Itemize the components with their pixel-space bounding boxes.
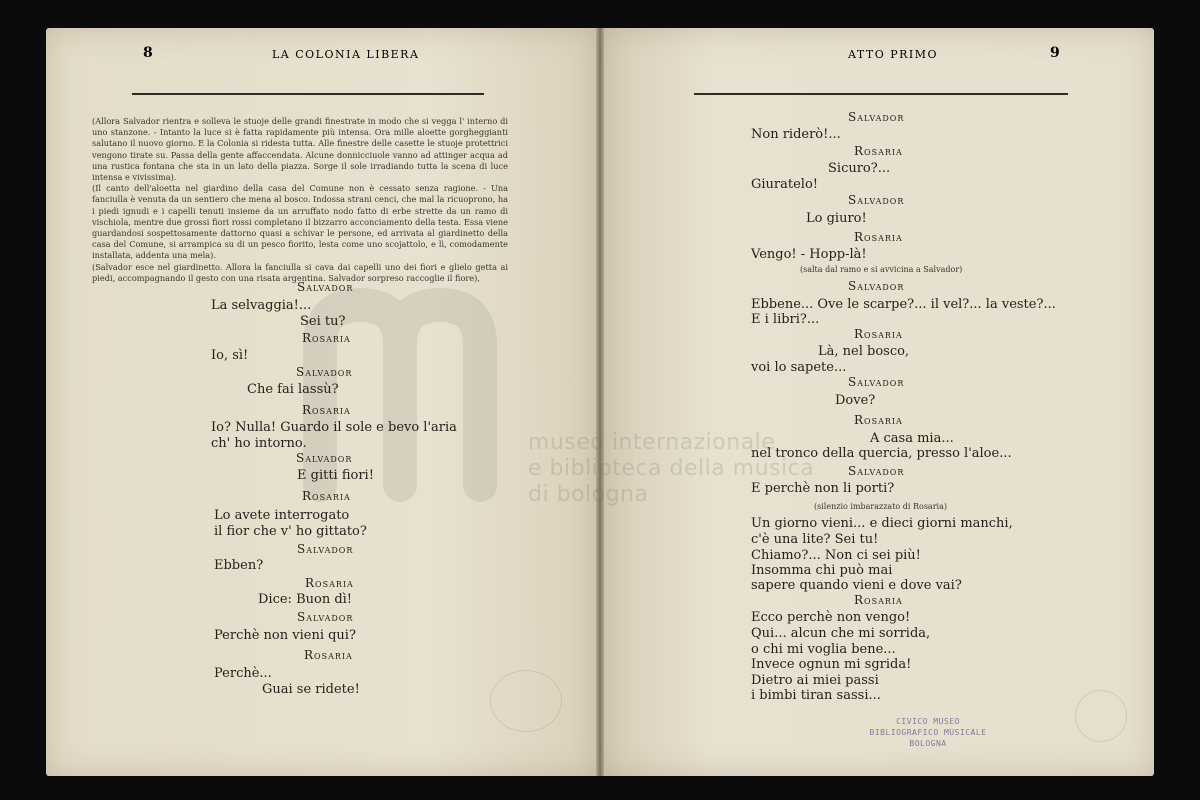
right-header-rule	[694, 93, 1068, 95]
left-running-title: LA COLONIA LIBERA	[272, 48, 420, 61]
dialogue-line: Ebben?	[214, 558, 264, 573]
dialogue-line: La selvaggia!...	[211, 298, 312, 313]
dialogue-line: voi lo sapete...	[751, 360, 847, 375]
dialogue-line: Io? Nulla! Guardo il sole e bevo l'aria	[211, 420, 457, 435]
watermark-line-1: museo internazionale	[528, 430, 776, 455]
dialogue-line: Insomma chi può mai	[751, 563, 893, 578]
speaker-name: Salvador	[848, 375, 905, 389]
speaker-name: Salvador	[848, 464, 905, 478]
dialogue-line: Vengo! - Hopp-là!	[751, 247, 867, 262]
dialogue-line: Ebbene... Ove le scarpe?... il vel?... la veste?...	[751, 297, 1056, 312]
dialogue-line: ch' ho intorno.	[211, 436, 307, 451]
speaker-name: Rosaria	[302, 403, 351, 417]
dialogue-line: Dove?	[835, 393, 876, 408]
dialogue-line: Che fai lassù?	[247, 382, 339, 397]
speaker-name: Salvador	[848, 279, 905, 293]
dialogue-line: Io, sì!	[211, 348, 249, 363]
dialogue-line: Sicuro?...	[828, 161, 891, 176]
speaker-name: Rosaria	[302, 489, 351, 503]
dialogue-line: o chi mi voglia bene...	[751, 642, 896, 657]
dialogue-line: Dietro ai miei passi	[751, 673, 879, 688]
dialogue-line: E perchè non li porti?	[751, 481, 895, 496]
speaker-name: Rosaria	[854, 144, 903, 158]
book-gutter	[596, 28, 604, 776]
speaker-name: Salvador	[297, 280, 354, 294]
stage-direction-3: (Salvador esce nel giardinetto. Allora la fanciulla si cava dai capelli uno dei fiori e glielo getta ai piedi, accompagnando il gesto con una risata argentina. Salvador sorpreso raccoglie il fiore),	[92, 261, 508, 283]
dialogue-line: i bimbi tiran sassi...	[751, 688, 881, 703]
speaker-name: Rosaria	[304, 648, 353, 662]
dialogue-line: Ecco perchè non vengo!	[751, 610, 911, 625]
left-page-number: 8	[143, 45, 153, 61]
dialogue-line: Chiamo?... Non ci sei più!	[751, 548, 921, 563]
dialogue-line: Un giorno vieni... e dieci giorni manchi,	[751, 516, 1013, 531]
speaker-name: Salvador	[848, 193, 905, 207]
dialogue-line: Non riderò!...	[751, 127, 841, 142]
emboss-mark-right	[1075, 690, 1127, 742]
speaker-name: Rosaria	[302, 331, 351, 345]
speaker-name: Salvador	[297, 542, 354, 556]
dialogue-line: Lo avete interrogato	[214, 508, 350, 523]
right-running-title: ATTO PRIMO	[848, 48, 939, 61]
stage-directions	[92, 116, 508, 284]
speaker-name: Salvador	[297, 610, 354, 624]
dialogue-line: Là, nel bosco,	[818, 344, 910, 359]
speaker-name: Rosaria	[854, 593, 903, 607]
dialogue-line: nel tronco della quercia, presso l'aloe...	[751, 446, 1012, 461]
dialogue-line: Perchè non vieni qui?	[214, 628, 356, 643]
speaker-name: Salvador	[296, 451, 353, 465]
dialogue-line: Invece ognun mi sgrida!	[751, 657, 912, 672]
dialogue-line: c'è una lite? Sei tu!	[751, 532, 879, 547]
emboss-mark-left	[490, 670, 562, 732]
stage-note: (salta dal ramo e si avvicina a Salvador)	[800, 265, 963, 274]
dialogue-line: Giuratelo!	[751, 177, 819, 192]
dialogue-line: il fior che v' ho gittato?	[214, 524, 367, 539]
speaker-name: Salvador	[296, 365, 353, 379]
dialogue-line: Qui... alcun che mi sorrida,	[751, 626, 931, 641]
dialogue-line: E gitti fiori!	[297, 468, 374, 483]
dialogue-line: Sei tu?	[300, 314, 346, 329]
left-header-rule	[132, 93, 484, 95]
speaker-name: Salvador	[848, 110, 905, 124]
dialogue-line: Lo giuro!	[806, 211, 867, 226]
watermark-line-3: di bologna	[528, 482, 649, 507]
stage-direction-1: (Allora Salvador rientra e solleva le stuoje delle grandi finestrate in modo che si vegga l' interno di uno stanzone. - Intanto la luce si è fatta rapidamente più intensa. Ora mille aloette gorgheggianti salutano il nuovo giorno. E la Colonia si ridesta tutta. Alle finestre delle casette le stuoje protettrici vengono tirate su. Passa della gente affaccendata. Alcune donnicciuole vanno ad attinger acqua ad una rustica fontana che sta in un lato della piazza. Sorge il sole irradiando tutta la scena di luce intensa e vivissima).	[92, 116, 508, 183]
dialogue-line: sapere quando vieni e dove vai?	[751, 578, 962, 593]
speaker-name: Rosaria	[854, 230, 903, 244]
stage-note: (silenzio imbarazzato di Rosaria)	[814, 502, 947, 511]
dialogue-line: A casa mia...	[870, 431, 954, 446]
stamp-line-1: CIVICO MUSEO	[896, 717, 960, 726]
watermark-line-2: e biblioteca della musica	[528, 456, 815, 481]
stamp-line-3: BOLOGNA	[909, 739, 947, 748]
dialogue-line: Dice: Buon dì!	[258, 592, 353, 607]
right-page-number: 9	[1050, 45, 1060, 61]
library-stamp	[858, 716, 998, 749]
speaker-name: Rosaria	[854, 413, 903, 427]
speaker-name: Rosaria	[854, 327, 903, 341]
stage-direction-2: (Il canto dell'aloetta nel giardino della casa del Comune non è cessato senza ragione. - Una fanciulla è venuta da un sentiero che mena al bosco. Indossa strani cenci, che mal la ricuoprono, ha i piedi ignudi e i capelli tenuti insieme da un arruffato nodo fatto di erbe strette da un ramo di vischiola, mentre due grossi fiori rossi completano il bizzarro acconciamento della testa. Essa viene guardandosi sospettosamente dattorno quasi a schivar le persone, ed arrivata al giardinetto della casa del Comune, si arrampica su di un pesco fiorito, lesta come uno scojattolo, e lì, comodamente installata, addenta una mela).	[92, 183, 508, 261]
dialogue-line: Perchè...	[214, 666, 272, 681]
stamp-line-2: BIBLIOGRAFICO MUSICALE	[869, 728, 987, 737]
dialogue-line: Guai se ridete!	[262, 682, 360, 697]
speaker-name: Rosaria	[305, 576, 354, 590]
dialogue-line: E i libri?...	[751, 312, 820, 327]
